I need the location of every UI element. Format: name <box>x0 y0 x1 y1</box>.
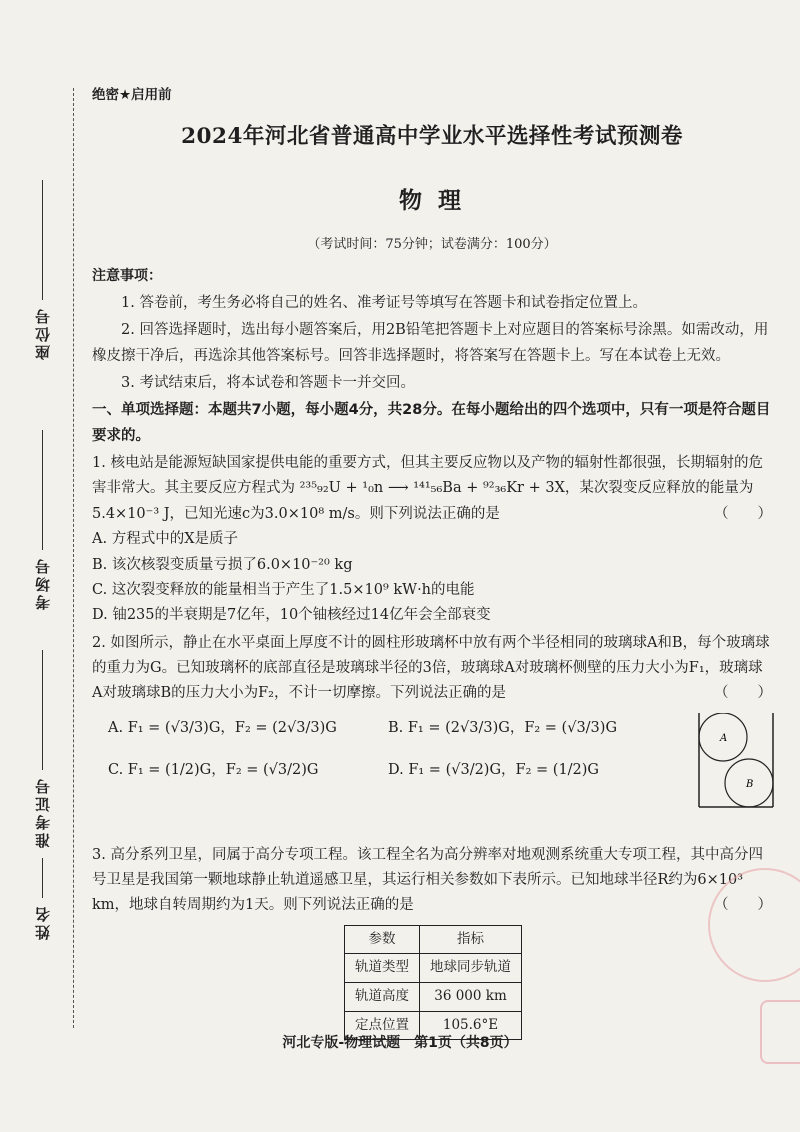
question-1-answer-paren[interactable]: （ ） <box>714 505 772 522</box>
table-row <box>345 954 522 983</box>
table-cell: 轨道类型 <box>345 954 420 983</box>
admission-number-field[interactable] <box>30 650 54 848</box>
question-1-stem: 1. 核电站是能源短缺国家提供电能的重要方式，但其主要反应物以及产物的辐射性都很强，长期辐射的危害非常大。其主要反应方程式为 ²³⁵₉₂U + ¹₀n ⟶ ¹⁴¹₅₆Ba + ⁹²₃₆Kr + 3X，某次裂变反应释放的能量为5.4×10⁻³ J，已知光速c为3.0×10⁸ m/s。则下列说法正确的是 （ ） <box>92 451 772 527</box>
table-header-cell: 参数 <box>345 925 420 954</box>
notice-item-2: 2. 回答选择题时，选出每小题答案后，用2B铅笔把答题卡上对应题目的答案标号涂黑。如需改动，用橡皮擦干净后，再选涂其他答案标号。回答非选择题时，将答案写在答题卡上。写在本试卷上无效。 <box>92 322 769 364</box>
question-2-answer-paren[interactable]: （ ） <box>714 685 772 702</box>
table-header-cell: 指标 <box>420 925 522 954</box>
question-2-stem: 2. 如图所示，静止在水平桌面上厚度不计的圆柱形玻璃杯中放有两个半径相同的玻璃球A和B，每个玻璃球的重力为G。已知玻璃杯的底部直径是玻璃球半径的3倍，玻璃球A对玻璃杯侧壁的压力大小为F₁，玻璃球A对玻璃球B的压力大小为F₂，不计一切摩擦。下列说法正确的是 （ ） <box>92 631 772 707</box>
question-1-option-a[interactable]: A. 方程式中的X是质子 <box>92 531 239 548</box>
notice-item-1: 1. 答卷前，考生务必将自己的姓名、准考证号等填写在答题卡和试卷指定位置上。 <box>121 294 647 311</box>
section-heading: 一、单项选择题：本题共7小题，每小题4分，共28分。在每小题给出的四个选项中，只有一项是符合题目要求的。 <box>92 402 771 444</box>
exam-page <box>92 84 772 1040</box>
question-1-option-c[interactable]: C. 这次裂变释放的能量相当于产生了1.5×10⁹ kW·h的电能 <box>92 581 475 598</box>
question-2-option-d[interactable]: D. F₁ = (√3/2)G，F₂ = (1/2)G <box>388 761 600 778</box>
ball-b-label: B <box>746 778 754 790</box>
table-cell: 105.6°E <box>420 1011 522 1040</box>
question-2-options <box>108 707 668 791</box>
satellite-params-table <box>344 925 522 1041</box>
question-1-option-b[interactable]: B. 该次核裂变质量亏损了6.0×10⁻²⁰ kg <box>92 556 353 573</box>
seat-number-field[interactable] <box>30 180 54 360</box>
question-2-option-c[interactable]: C. F₁ = (1/2)G，F₂ = (√3/2)G <box>108 761 319 778</box>
exam-meta: （考试时间：75分钟；试卷满分：100分） <box>307 236 557 252</box>
table-cell: 定点位置 <box>345 1011 420 1040</box>
question-1-option-d[interactable]: D. 铀235的半衰期是7亿年，10个铀核经过14亿年会全部衰变 <box>92 607 491 624</box>
table-cell: 轨道高度 <box>345 983 420 1012</box>
exam-room-field[interactable] <box>30 430 54 610</box>
table-cell: 36 000 km <box>420 983 522 1012</box>
question-1 <box>92 451 772 629</box>
ball-a-label: A <box>720 732 728 744</box>
notice-heading: 注意事项： <box>92 268 162 285</box>
question-2-option-b[interactable]: B. F₁ = (2√3/3)G，F₂ = (√3/3)G <box>388 719 618 736</box>
exam-title: 2024年河北省普通高中学业水平选择性考试预测卷 <box>181 123 683 149</box>
seat-number-line <box>42 180 43 300</box>
binding-line <box>73 88 74 1028</box>
question-3 <box>92 843 772 1041</box>
exam-room-label: 考场号 <box>33 556 52 610</box>
seat-number-label: 座位号 <box>33 306 52 360</box>
exam-room-line <box>42 430 43 550</box>
admission-number-line <box>42 650 43 770</box>
question-2-option-a[interactable]: A. F₁ = (√3/3)G，F₂ = (2√3/3)G <box>108 719 337 736</box>
glass-cup-figure <box>696 713 776 809</box>
notice-item-3: 3. 考试结束后，将本试卷和答题卡一并交回。 <box>121 374 415 391</box>
table-header-row <box>345 925 522 954</box>
admission-number-label: 准考证号 <box>33 776 52 848</box>
binding-margin <box>0 0 78 1132</box>
question-2 <box>92 631 772 841</box>
page-footer: 河北专版-物理试题 第1页（共8页） <box>282 1035 518 1051</box>
name-field[interactable] <box>30 858 54 940</box>
question-3-stem: 3. 高分系列卫星，同属于高分专项工程。该工程全名为高分辨率对地观测系统重大专项工程，其中高分四号卫星是我国第一颗地球静止轨道遥感卫星，其运行相关参数如下表所示。已知地球半径R约为6×10³ km，地球自转周期约为1天。则下列说法正确的是 （ ） <box>92 843 772 919</box>
table-row <box>345 983 522 1012</box>
table-cell: 地球同步轨道 <box>420 954 522 983</box>
name-label: 姓名 <box>33 904 52 940</box>
question-3-answer-paren[interactable]: （ ） <box>714 897 772 914</box>
secret-mark: 绝密★启用前 <box>92 87 172 103</box>
name-line <box>42 858 43 898</box>
subject-title: 物 理 <box>398 188 465 215</box>
